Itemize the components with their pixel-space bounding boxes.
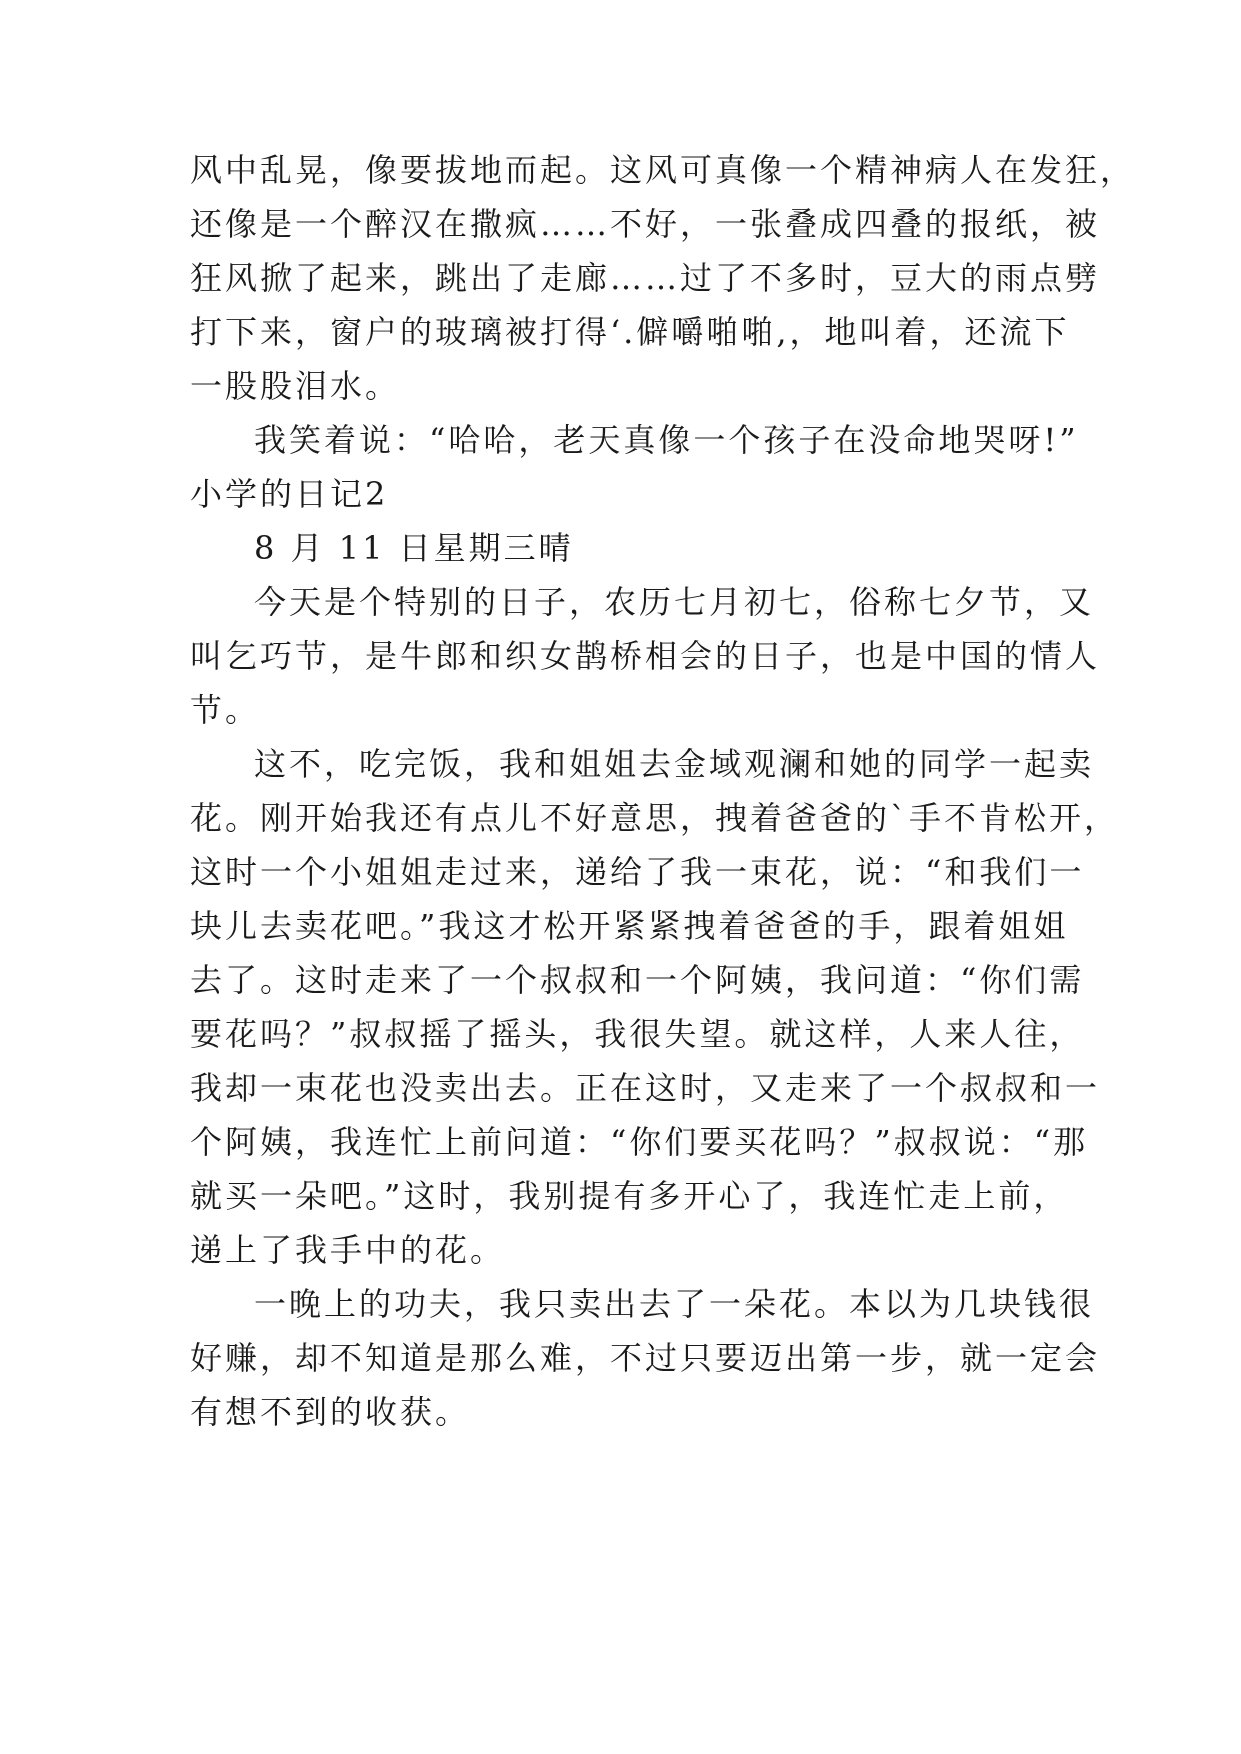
text-line: 去了。这时走来了一个叔叔和一个阿姨，我问道：“你们需 — [190, 961, 1085, 999]
text-line: 这不，吃完饭，我和姐姐去金域观澜和她的同学一起卖 — [254, 745, 1095, 783]
text-line: 就买一朵吧。”这时，我别提有多开心了，我连忙走上前， — [190, 1177, 1069, 1215]
text-line: 叫乞巧节，是牛郎和织女鹊桥相会的日子，也是中国的情人 — [190, 637, 1101, 675]
text-line: 我笑着说：“哈哈，老天真像一个孩子在没命地哭呀!” — [254, 421, 1079, 459]
text-line: 块儿去卖花吧。”我这才松开紧紧拽着爸爸的手，跟着姐姐 — [190, 907, 1069, 945]
text-line: 狂风掀了起来，跳出了走廊……过了不多时，豆大的雨点劈 — [190, 259, 1101, 297]
text-line: 个阿姨，我连忙上前问道：“你们要买花吗？”叔叔说：“那 — [190, 1123, 1089, 1161]
text-line: 一股股泪水。 — [190, 367, 401, 405]
text-line: 我却一束花也没卖出去。正在这时，又走来了一个叔叔和一 — [190, 1069, 1101, 1107]
text-line: 有想不到的收获。 — [190, 1393, 471, 1431]
text-line: 这时一个小姐姐走过来，递给了我一束花，说：“和我们一 — [190, 853, 1085, 891]
text-line: 节。 — [190, 691, 261, 729]
text-line: 花。刚开始我还有点儿不好意思，拽着爸爸的`手不肯松开， — [190, 799, 1120, 837]
text-line: 一晚上的功夫，我只卖出去了一朵花。本以为几块钱很 — [254, 1285, 1095, 1323]
text-line: 好赚，却不知道是那么难，不过只要迈出第一步，就一定会 — [190, 1339, 1101, 1377]
text-line: 递上了我手中的花。 — [190, 1231, 506, 1269]
diary-date: 8 月 11 日星期三晴 — [254, 529, 574, 567]
text-line: 打下来，窗户的玻璃被打得‘.僻嚼啪啪,，地叫着，还流下 — [190, 313, 1070, 351]
section-heading: 小学的日记2 — [190, 475, 389, 513]
text-line: 风中乱晃，像要拔地而起。这风可真像一个精神病人在发狂， — [190, 151, 1136, 189]
text-line: 今天是个特别的日子，农历七月初七，俗称七夕节，又 — [254, 583, 1095, 621]
text-line: 要花吗？”叔叔摇了摇头，我很失望。就这样，人来人往， — [190, 1015, 1085, 1053]
text-line: 还像是一个醉汉在撒疯……不好，一张叠成四叠的报纸，被 — [190, 205, 1101, 243]
